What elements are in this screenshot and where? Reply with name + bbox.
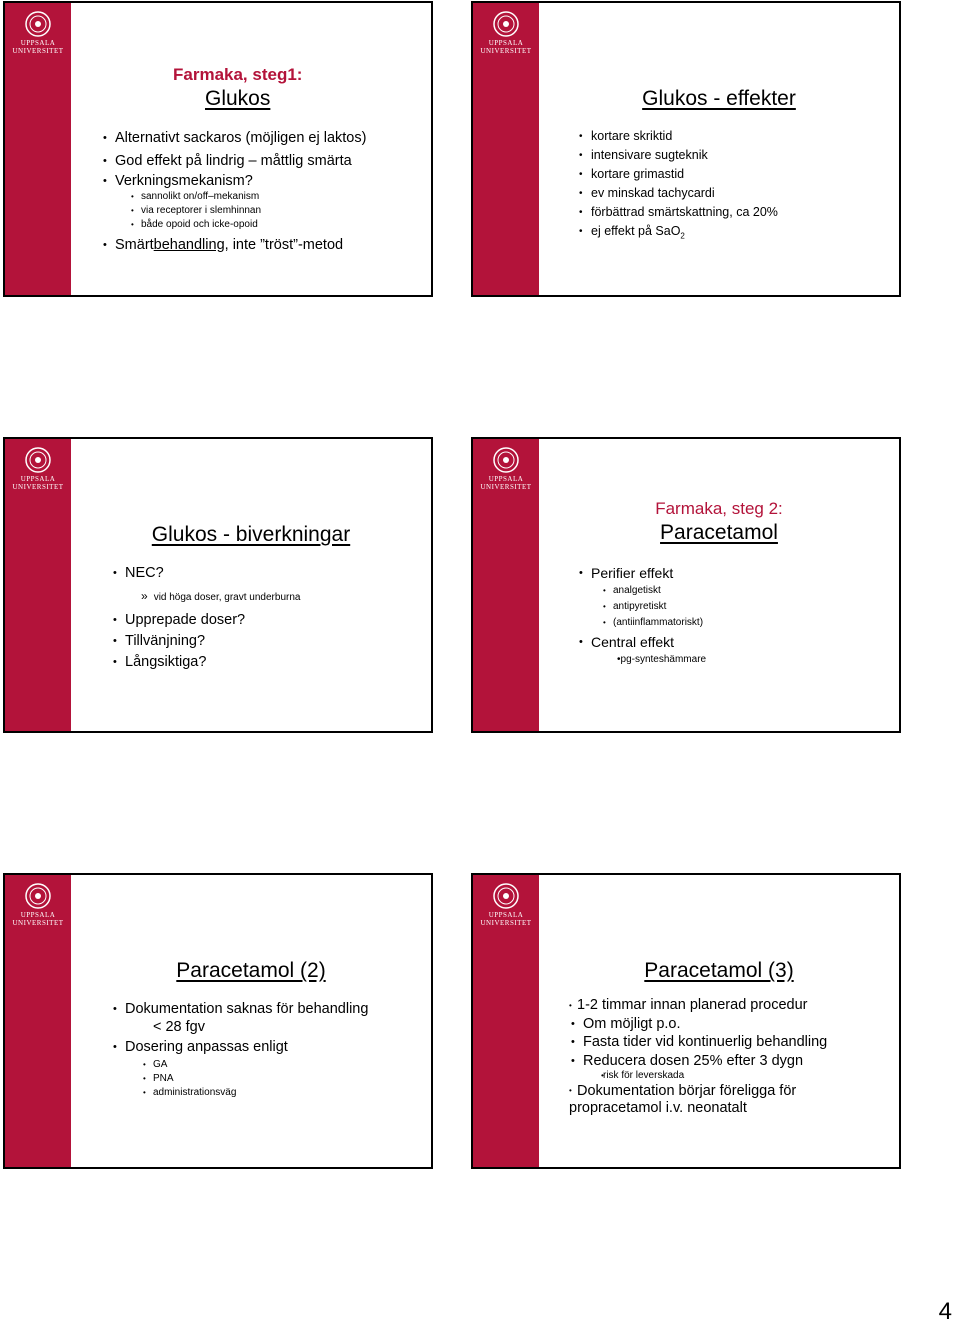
bullet-list [577,563,897,667]
list-item: • förbättrad smärtskattning, ca 20% [577,203,897,222]
slide-content [539,439,899,731]
list-item: • Dokumentation saknas för behandling [111,1000,433,1018]
list-item-text: Dokumentation börjar föreligga för [577,1083,797,1099]
list-item: • kortare skriktid [577,127,897,146]
list-item: • God effekt på lindrig – måttlig smärta [101,150,433,173]
logo-line2: UNIVERSITET [480,483,532,491]
sub-list-item: • sannolikt on/off–mekanism [127,190,433,204]
slide-content [539,3,899,295]
logo-line1: UPPSALA [20,39,56,47]
slide-content [71,439,431,731]
list-item: • kortare grimastid [577,165,897,184]
slide-4 [471,437,901,733]
list-item: • Perifier effekt [577,563,897,583]
logo-line2: UNIVERSITET [12,919,64,927]
subscript: 2 [680,231,685,241]
sidebar [5,3,71,295]
bullet-list [577,127,897,246]
slide-title: Paracetamol [660,521,778,544]
page-number: 4 [938,1298,952,1325]
slide-title: Paracetamol (2) [176,959,326,982]
seal-icon [25,447,51,473]
university-logo [11,883,65,927]
seal-icon [493,447,519,473]
logo-line2: UNIVERSITET [12,47,64,55]
sub-text: vid höga doser, gravt underburna [153,592,301,603]
list-item: • Om möjligt p.o. [569,1015,901,1033]
list-item-continuation: < 28 fgv [153,1019,205,1035]
sidebar [473,439,539,731]
text-part: , inte ”tröst”-metod [224,237,344,253]
sub-marker: » [141,589,148,603]
slide-content [539,875,899,1167]
logo-line2: UNIVERSITET [480,919,532,927]
sidebar [473,3,539,295]
logo-line1: UPPSALA [488,911,524,919]
list-item: • ev minskad tachycardi [577,184,897,203]
slide-title: Glukos [205,87,271,110]
list-item: • Långsiktiga? [111,652,433,673]
slide-6 [471,873,901,1169]
sub-list-item: • PNA [139,1072,433,1086]
list-item [101,232,433,258]
logo-line2: UNIVERSITET [12,483,64,491]
list-item [577,222,897,246]
list-item: • Central effekt [577,631,897,653]
list-item: • Tillvänjning? [111,631,433,652]
sub-list-item: • via receptorer i slemhinnan [127,204,433,218]
bullet-list [101,127,433,258]
sub-list-item: • GA [139,1058,433,1072]
sub-list-item: • (antiinflammatoriskt) [599,615,897,631]
list-item: • Dosering anpassas enligt [111,1036,433,1058]
university-logo [11,11,65,55]
bullet-list [111,1000,433,1100]
list-item: • intensivare sugteknik [577,146,897,165]
seal-icon [25,11,51,37]
sub-list-item [111,584,433,610]
logo-line2: UNIVERSITET [480,47,532,55]
slide-5 [3,873,433,1169]
slide-1 [3,1,433,297]
slide-title: Glukos - effekter [642,87,796,110]
text-part: Smärt [115,237,154,253]
bullet-list [569,996,901,1116]
slide-subtitle: Farmaka, steg1: [173,65,303,84]
list-item-text: 1-2 timmar innan planerad procedur [577,997,808,1013]
sidebar [5,439,71,731]
logo-line1: UPPSALA [488,475,524,483]
logo-line1: UPPSALA [20,475,56,483]
slide-content [71,875,431,1167]
slide-title: Glukos - biverkningar [151,523,351,546]
sub-list-item: • administrationsväg [139,1086,433,1100]
seal-icon [493,11,519,37]
list-item: • 1-2 timmar innan planerad procedur [569,997,808,1013]
seal-icon [493,883,519,909]
slide-title: Paracetamol (3) [644,959,794,982]
list-item: • Fasta tider vid kontinuerlig behandling [569,1033,901,1052]
logo-line1: UPPSALA [488,39,524,47]
sidebar [5,875,71,1167]
logo-line1: UPPSALA [20,911,56,919]
list-item: • Reducera dosen 25% efter 3 dygn [569,1052,901,1070]
slide-subtitle: Farmaka, steg 2: [655,499,783,518]
university-logo [11,447,65,491]
slide-2 [471,1,901,297]
text-part-underlined: behandling [153,237,225,253]
slide-content [71,3,431,295]
list-item: • Upprepade doser? [111,610,433,631]
seal-icon [25,883,51,909]
list-item: • Verkningsmekanism? [101,173,433,190]
university-logo [479,11,533,55]
university-logo [479,883,533,927]
list-item-continuation: propracetamol i.v. neonatalt [569,1100,747,1116]
sub-list-item: • antipyretiskt [599,599,897,615]
sub-list-item: •pg-synteshämmare [617,654,707,665]
university-logo [479,447,533,491]
list-item: • Alternativt sackaros (möjligen ej laktos) [101,127,433,150]
sub-list-item: • risk för leverskada [597,1070,901,1082]
slide-3 [3,437,433,733]
sub-list-item: • analgetiskt [599,583,897,599]
list-item: • NEC? [111,562,433,584]
sub-list-item: • både opoid och icke-opoid [127,218,433,232]
bullet-list [111,562,433,673]
sidebar [473,875,539,1167]
list-item: • Dokumentation börjar föreligga för [569,1083,797,1099]
text-part: ej effekt på SaO [591,224,681,238]
